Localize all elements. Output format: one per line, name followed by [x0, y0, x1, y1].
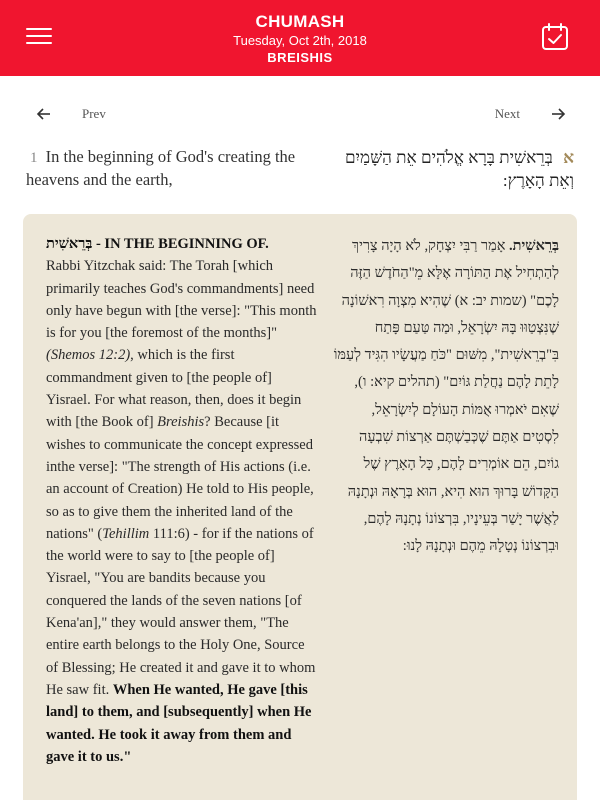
verse-navigation [0, 106, 600, 126]
commentary-text: Rabbi Yitzchak said: The Torah [which primarily teaches God's commandments] need only have begun with [the verse]: "This month is for you [the foremost of the months]" [46, 258, 317, 342]
commentary-hebrew-heading: בְּרֵאשִׁית. [509, 238, 559, 254]
citation: Tehillim [102, 525, 150, 542]
verse-number: 1 [30, 150, 38, 166]
verse-hebrew-text: בְּרֵאשִׁית בָּרָא אֱלֹהִים אֵת הַשָּׁמַיִם וְאֵת הָאָרֶץ: [344, 148, 574, 190]
verse-hebrew [320, 146, 574, 192]
citation: Breishis [157, 414, 205, 431]
verse-english [26, 146, 316, 191]
prev-label: Prev [82, 106, 106, 121]
commentary-panel [23, 214, 577, 800]
app-header [0, 0, 600, 76]
arrow-left-icon [36, 106, 52, 122]
commentary-bold-text: When He wanted, He gave [this land] to them, and [subsequently] when He wanted. He took it away from them and gave it to us." [46, 681, 312, 765]
next-label: Next [494, 106, 520, 121]
commentary-text: ? Because [it wishes to communicate the concept expressed inthe verse]: "The strength of His actions (i.e. an account of Creation) He told to His people, so as to give them the inherited land of the nations" ( [46, 414, 314, 542]
commentary-heading: בְּרֵאשִׁית - IN THE BEGINNING OF. [46, 236, 269, 252]
commentary-english [46, 233, 318, 768]
menu-icon[interactable] [26, 28, 52, 50]
commentary-text: 111:6) - for if the nations of the world were to say to [the people of] Yisrael, "You are bandits because you conquered the lands of the seven nations [of Kena'an]," they would answer them, "The entire earth belongs to the Holy One, Source of Blessing; He created it and gave it to whom He saw fit. [46, 525, 316, 698]
arrow-right-icon [550, 106, 566, 122]
book-name: BREISHIS [267, 50, 333, 65]
prev-button[interactable] [36, 106, 106, 122]
commentary-text: , which is the first commandment given to [the people of] Yisrael. For what reason, then, does it begin with [the Book of] [46, 347, 302, 431]
next-button[interactable] [495, 106, 566, 122]
current-date: Tuesday, Oct 2th, 2018 [233, 33, 367, 48]
title-block [150, 12, 450, 66]
calendar-check-icon[interactable] [540, 22, 570, 52]
app-title: CHUMASH [255, 12, 345, 31]
verse-hebrew-letter: א [563, 148, 574, 167]
citation: (Shemos 12:2) [46, 347, 131, 364]
verse-english-text: In the beginning of God's creating the heavens and the earth, [26, 147, 296, 189]
commentary-hebrew-text: אָמַר רַבִּי יִצְחָק, לֹא הָיָה צָרִיךְ לְהַתְחִיל אֶת הַתּוֹרָה אֶלָּא מֵ"הַחֹדֶשׁ הַזֶּה לָכֶם" (שמות יב: א) שֶׁהִיא מִצְוָה רִאשׁוֹנָה שֶׁנִּצְטַוּוּ בָּהּ יִשְׂרָאֵל, וּמַה טַּעַם פָּתַח בִּ"בְרֵאשִׁית", מִשּׁוּם "כֹּחַ מַעֲשָׂיו הִגִּיד לְעַמּוֹ לָתֵת לָהֶם נַחֲלַת גּוֹיִם" (תהלים קיא: ו), שֶׁאִם יֹאמְרוּ אֻמּוֹת הָעוֹלָם לְיִשְׂרָאֵל, לִסְטִים אַתֶּם שֶׁכְּבַשְׁתֶּם אַרְצוֹת שִׁבְעָה גוֹיִם, הֵם אוֹמְרִים לָהֶם, כָּל הָאָרֶץ שֶׁל הַקָּדוֹשׁ בָּרוּךְ הוּא הִיא, הוּא בְּרָאָהּ וּנְתָנָהּ לַאֲשֶׁר יָשַׁר בְּעֵינָיו, בִּרְצוֹנוֹ נְתָנָהּ לָהֶם, וּבִרְצוֹנוֹ נְטָלָהּ מֵהֶם וּנְתָנָהּ לָנוּ: [333, 238, 559, 555]
commentary-hebrew [333, 233, 559, 561]
